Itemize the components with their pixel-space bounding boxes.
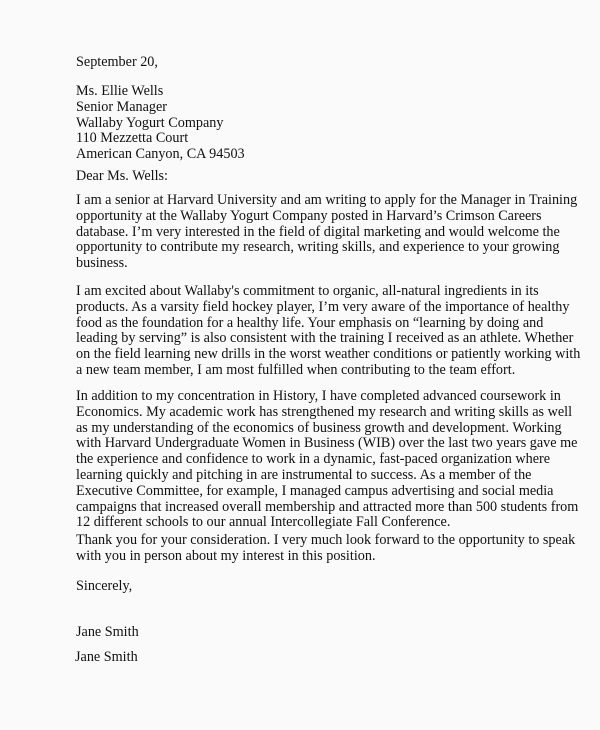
printed-name: Jane Smith (75, 649, 138, 665)
letter-date: September 20, (76, 54, 158, 70)
paragraph-thank-you (76, 533, 576, 565)
paragraph-line: Economics. My academic work has strengthened my research and writing skills as well (76, 403, 573, 420)
paragraph-line: I am excited about Wallaby's commitment to organic, all-natural ingredients in its (76, 283, 539, 299)
recipient-title: Senior Manager (76, 98, 168, 115)
paragraph-line: with Harvard Undergraduate Women in Business (WIB) over the last two years gave me (76, 435, 578, 452)
paragraph-line: In addition to my concentration in History, I have completed advanced coursework in (76, 388, 561, 404)
paragraph-line: opportunity at the Wallaby Yogurt Company posted in Harvard’s Crimson Careers (76, 207, 542, 224)
paragraph-line: Thank you for your consideration. I very much look forward to the opportunity to speak (76, 532, 576, 548)
paragraph-line: I am a senior at Harvard University and am writing to apply for the Manager in Training (76, 192, 578, 208)
paragraph-intro (76, 193, 576, 272)
paragraph-line: learning quickly and pitching in are instrumental to success. As a member of the (76, 466, 532, 483)
paragraph-line: leading by serving” is also consistent with the training I received as an athlete. Whether (76, 330, 574, 347)
paragraph-line: with you in person about my interest in this position. (76, 547, 376, 564)
recipient-street: 110 Mezzetta Court (76, 130, 189, 147)
closing: Sincerely, (76, 578, 133, 594)
paragraph-line: campaigns that increased overall membership and attracted more than 500 students from (76, 498, 579, 515)
salutation: Dear Ms. Wells: (76, 168, 168, 184)
paragraph-company-fit (76, 283, 581, 379)
paragraph-line: as my understanding of the economics of business growth and development. Working (76, 419, 562, 436)
paragraph-line: products. As a varsity field hockey player, I’m very aware of the importance of healthy (76, 298, 570, 315)
paragraph-line: database. I’m very interested in the field of digital marketing and would welcome the (76, 223, 560, 240)
recipient-name: Ms. Ellie Wells (76, 83, 164, 99)
paragraph-line: opportunity to contribute my research, writing skills, and experience to your growing (76, 239, 560, 256)
recipient-city: American Canyon, CA 94503 (76, 146, 245, 163)
paragraph-line: on the field learning new drills in the worst weather conditions or patiently working with (76, 346, 581, 363)
paragraph-line: food as the foundation for a healthy life. Your emphasis on “learning by doing and (76, 314, 544, 331)
paragraph-line: 12 different schools to our annual Intercollegiate Fall Conference. (76, 514, 451, 531)
recipient-address (76, 84, 576, 163)
paragraph-line: business. (76, 255, 128, 272)
paragraph-line: the experience and confidence to work in a dynamic, fast-paced organization where (76, 451, 551, 468)
paragraph-line: Executive Committee, for example, I managed campus advertising and social media (76, 482, 554, 499)
signature: Jane Smith (76, 624, 139, 640)
paragraph-line: a new team member, I am most fulfilled when contributing to the team effort. (76, 361, 516, 378)
recipient-company: Wallaby Yogurt Company (76, 114, 224, 131)
paragraph-experience (76, 388, 579, 531)
